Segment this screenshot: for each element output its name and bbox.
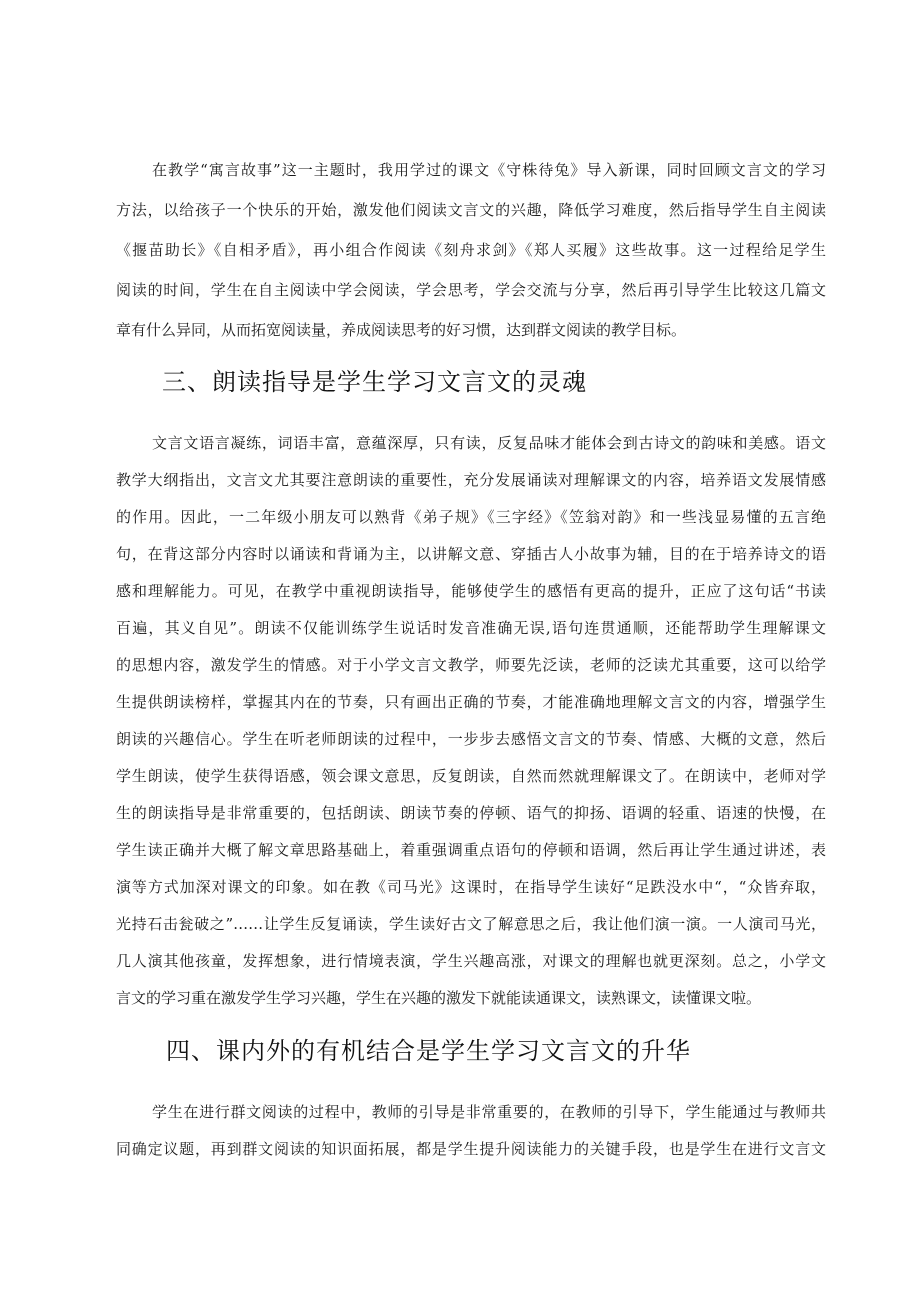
paragraph-line: 同确定议题，再到群文阅读的知识面拓展，都是学生提升阅读能力的关键手段，也是学生在进行文言文: [116, 1140, 826, 1158]
paragraph-line: 生提供朗读榜样，掌握其内在的节奏，只有画出正确的节奏，才能准确地理解文言文的内容，增强学生: [116, 693, 826, 711]
paragraph-line: 在教学“寓言故事”这一主题时，我用学过的课文《守株待兔》导入新课，同时回顾文言文的学习: [152, 161, 826, 179]
paragraph-intro: [116, 163, 826, 338]
paragraph-line: 的思想内容，激发学生的情感。对于小学文言文教学，师要先泛读，老师的泛读尤其重要，这可以给学: [116, 656, 826, 674]
paragraph-line: 方法，以给孩子一个快乐的开始，激发他们阅读文言文的兴趣，降低学习难度，然后指导学生自主阅读: [116, 201, 826, 219]
paragraph-line: 几人演其他孩童，发挥想象，进行情境表演，学生兴趣高涨，对课文的理解也就更深刻。总之，小学文: [116, 952, 826, 970]
paragraph-line: 学生读正确并大概了解文章思路基础上，着重强调重点语句的停顿和语调，然后再让学生通过讲述，表: [116, 841, 826, 859]
paragraph-line: 的作用。因此，一二年级小朋友可以熟背《弟子规》《三字经》《笠翁对韵》和一些浅显易懂的五言绝: [116, 508, 826, 526]
paragraph-section-three: [116, 436, 826, 1006]
paragraph-line: 生的朗读指导是非常重要的，包括朗读、朗读节奏的停顿、语气的抑扬、语调的轻重、语速的快慢，在: [116, 804, 826, 822]
paragraph-line: 《揠苗助长》《自相矛盾》，再小组合作阅读《刻舟求剑》《郑人买履》这些故事。这一过程给足学生: [116, 241, 826, 259]
paragraph-line: 言文的学习重在激发学生学习兴趣，学生在兴趣的激发下就能读通课文，读熟课文，读懂课文啦。: [116, 989, 762, 1007]
section-heading-four: 四、课内外的有机结合是学生学习文言文的升华: [166, 1037, 691, 1065]
paragraph-line: 光持石击瓮破之”……让学生反复诵读，学生读好古文了解意思之后，我让他们演一演。一人演司马光，: [116, 915, 826, 933]
paragraph-line: 朗读的兴趣信心。学生在听老师朗读的过程中，一步步去感悟文言文的节奏、情感、大概的文意，然后: [116, 730, 826, 748]
paragraph-line: 阅读的时间，学生在自主阅读中学会阅读，学会思考，学会交流与分享，然后再引导学生比较这几篇文: [116, 281, 826, 299]
paragraph-line: 感和理解能力。可见，在教学中重视朗读指导，能够使学生的感悟有更高的提升，正应了这句话“书读: [116, 582, 826, 600]
paragraph-line: 百遍，其义自见”。朗读不仅能训练学生说话时发音准确无误,语句连贯通顺，还能帮助学生理解课文: [116, 619, 826, 637]
paragraph-line: 学生朗读，使学生获得语感，领会课文意思，反复朗读，自然而然就理解课文了。在朗读中，老师对学: [116, 767, 826, 785]
paragraph-line: 学生在进行群文阅读的过程中，教师的引导是非常重要的，在教师的引导下，学生能通过与教师共: [152, 1103, 826, 1121]
paragraph-section-four: [116, 1105, 826, 1157]
paragraph-line: 演等方式加深对课文的印象。如在教《司马光》这课时，在指导学生读好“足跌没水中“，“众皆弃取，: [116, 878, 826, 896]
section-heading-three: 三、朗读指导是学生学习文言文的灵魂: [162, 368, 587, 396]
paragraph-line: 文言文语言凝练，词语丰富，意蕴深厚，只有读，反复品味才能体会到古诗文的韵味和美感。语文: [152, 434, 826, 452]
paragraph-line: 教学大纲指出，文言文尤其要注意朗读的重要性，充分发展诵读对理解课文的内容，培养语文发展情感: [116, 471, 826, 489]
paragraph-line: 章有什么异同，从而拓宽阅读量，养成阅读思考的好习惯，达到群文阅读的教学目标。: [116, 321, 687, 339]
paragraph-line: 句，在背这部分内容时以诵读和背诵为主，以讲解文意、穿插古人小故事为辅，目的在于培养诗文的语: [116, 545, 826, 563]
